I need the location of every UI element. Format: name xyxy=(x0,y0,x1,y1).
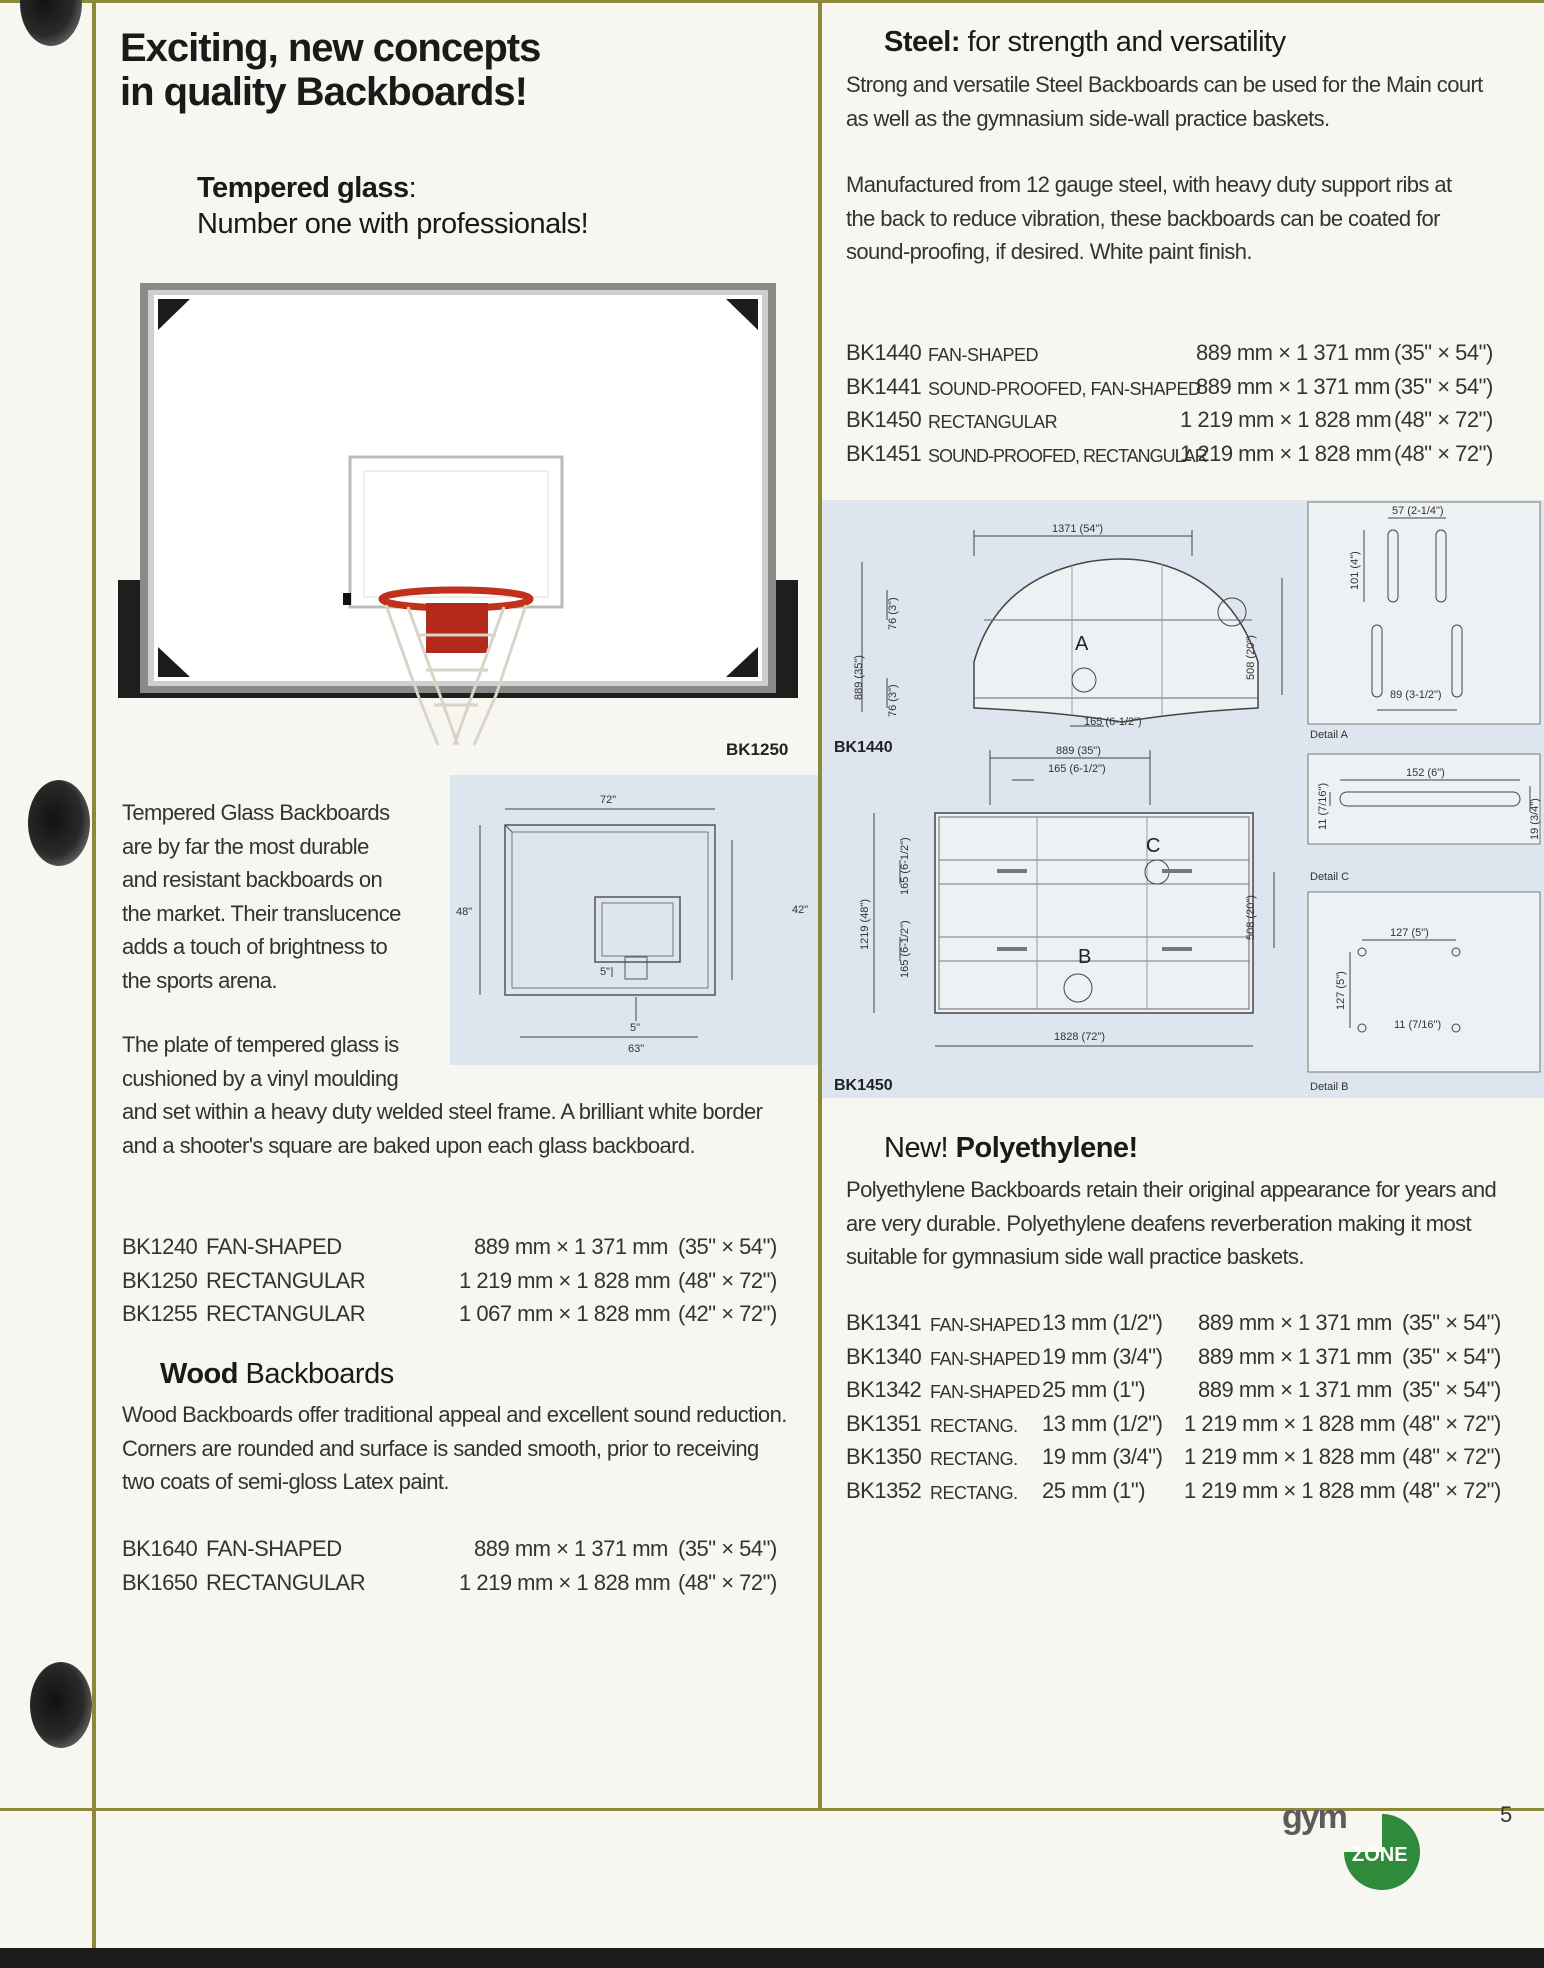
table-row: BK1441 SOUND-PROOFED, FAN-SHAPED 889 mm × 1 371 mm (35" × 54") xyxy=(846,373,1493,399)
svg-text:1219 (48"): 1219 (48") xyxy=(859,899,871,950)
svg-text:127 (5"): 127 (5") xyxy=(1335,971,1347,1010)
svg-text:889 (35"): 889 (35") xyxy=(1056,745,1101,757)
svg-text:165 (6-1/2"): 165 (6-1/2") xyxy=(899,837,911,895)
svg-text:165 (6-1/2"): 165 (6-1/2") xyxy=(1084,716,1142,728)
svg-text:11 (7/16"): 11 (7/16") xyxy=(1394,1019,1442,1031)
binder-hole-bottom xyxy=(30,1662,92,1748)
svg-text:89 (3-1/2"): 89 (3-1/2") xyxy=(1390,689,1442,701)
svg-text:165 (6-1/2"): 165 (6-1/2") xyxy=(899,920,911,978)
svg-text:B: B xyxy=(1078,946,1092,968)
svg-text:72": 72" xyxy=(600,794,617,806)
page-number: 5 xyxy=(1500,1802,1513,1827)
page-title: Exciting, new concepts in quality Backboards! xyxy=(120,26,541,114)
steel-paragraph-2: Manufactured from 12 gauge steel, with heavy duty support ribs at the back to reduce vibration, these backboards can be coated for sound-proofing, if desired. White paint finish. xyxy=(846,172,1452,264)
top-edge xyxy=(0,0,1544,3)
table-row: BK1250 RECTANGULAR 1 219 mm × 1 828 mm (48" × 72") xyxy=(122,1267,777,1293)
binder-hole-middle xyxy=(28,780,90,866)
table-row: BK1341 FAN-SHAPED 13 mm (1/2") 889 mm × 1 371 mm (35" × 54") xyxy=(846,1310,1501,1335)
table-row: BK1340 FAN-SHAPED 19 mm (3/4") 889 mm × 1 371 mm (35" × 54") xyxy=(846,1343,1501,1369)
table-row: BK1450 RECTANGULAR 1 219 mm × 1 828 mm (48" × 72") xyxy=(846,407,1493,432)
table-row: BK1650 RECTANGULAR 1 219 mm × 1 828 mm (48" × 72") xyxy=(122,1569,777,1595)
steel-spec-table xyxy=(846,336,1526,470)
steel-dimension-diagram xyxy=(822,500,1544,1098)
logo-zone-text: ZONE xyxy=(1352,1844,1408,1866)
polyethylene-paragraph: Polyethylene Backboards retain their original appearance for years and are very durable. Polyethylene deafens reverberation making it most suitable for gymnasium side wall practice baskets. xyxy=(846,1177,1497,1269)
svg-text:48": 48" xyxy=(456,906,473,918)
glass-paragraph-2: The plate of tempered glass is cushioned by a vinyl moulding and set within a heavy duty welded steel frame. A brilliant white border and a shooter's square are baked upon each glass backboard. xyxy=(122,1032,763,1158)
svg-text:BK1440: BK1440 xyxy=(834,739,893,756)
steel-paragraph-1: Strong and versatile Steel Backboards can be used for the Main court as well as the gymnasium side-wall practice baskets. xyxy=(846,72,1483,131)
svg-text:11 (7/16"): 11 (7/16") xyxy=(1317,782,1329,830)
svg-text:508 (20"): 508 (20") xyxy=(1245,635,1257,680)
svg-text:C: C xyxy=(1146,835,1161,857)
svg-text:63": 63" xyxy=(628,1043,645,1055)
svg-text:76 (3"): 76 (3") xyxy=(887,684,899,717)
svg-text:19 (3/4"): 19 (3/4") xyxy=(1529,798,1541,840)
table-row: BK1240 FAN-SHAPED 889 mm × 1 371 mm (35" × 54") xyxy=(122,1234,777,1259)
table-row: BK1640 FAN-SHAPED 889 mm × 1 371 mm (35" × 54") xyxy=(122,1536,777,1561)
wood-paragraph: Wood Backboards offer traditional appeal and excellent sound reduction. Corners are rounded and surface is sanded smooth, prior to receiving two coats of semi-gloss Latex paint. xyxy=(122,1402,787,1494)
glass-spec-table xyxy=(122,1230,792,1331)
table-row: BK1255 RECTANGULAR 1 067 mm × 1 828 mm (42" × 72") xyxy=(122,1301,777,1326)
logo-gym-text: gym xyxy=(1282,1798,1346,1836)
svg-text:152 (6"): 152 (6") xyxy=(1406,767,1445,779)
svg-text:76 (3"): 76 (3") xyxy=(887,597,899,630)
left-margin-rule xyxy=(92,0,96,1968)
table-row: BK1342 FAN-SHAPED 25 mm (1") 889 mm × 1 371 mm (35" × 54") xyxy=(846,1377,1501,1402)
svg-text:BK1450: BK1450 xyxy=(834,1077,893,1094)
svg-text:Detail B: Detail B xyxy=(1310,1081,1349,1093)
binder-hole-top xyxy=(20,0,82,46)
svg-text:127 (5"): 127 (5") xyxy=(1390,927,1429,939)
wood-spec-table xyxy=(122,1532,792,1599)
bottom-edge xyxy=(0,1948,1544,1968)
glass-dimension-diagram xyxy=(450,775,818,1065)
svg-text:5": 5" xyxy=(630,1022,641,1034)
svg-text:A: A xyxy=(1075,633,1089,655)
table-row: BK1451 SOUND-PROOFED, RECTANGULAR 1 219 mm × 1 828 mm (48" × 72") xyxy=(846,440,1493,466)
svg-text:1828 (72"): 1828 (72") xyxy=(1054,1031,1105,1043)
table-row: BK1350 RECTANG. 19 mm (3/4") 1 219 mm × 1 828 mm (48" × 72") xyxy=(846,1444,1501,1469)
svg-text:57 (2-1/4"): 57 (2-1/4") xyxy=(1392,505,1444,517)
photo-caption-bk1250: BK1250 xyxy=(726,740,789,759)
polyethylene-heading: New! Polyethylene! xyxy=(884,1132,1138,1164)
wood-heading: Wood Backboards xyxy=(160,1358,394,1390)
svg-text:101 (4"): 101 (4") xyxy=(1349,551,1361,590)
svg-text:1371 (54"): 1371 (54") xyxy=(1052,523,1103,535)
svg-text:Detail C: Detail C xyxy=(1310,871,1350,883)
glass-backboard-photo xyxy=(118,275,798,765)
svg-text:889 (35"): 889 (35") xyxy=(853,655,865,700)
tempered-glass-heading: Tempered glass: Number one with professionals! xyxy=(197,172,589,240)
svg-text:165 (6-1/2"): 165 (6-1/2") xyxy=(1048,763,1106,775)
table-row: BK1351 RECTANG. 13 mm (1/2") 1 219 mm × 1 828 mm (48" × 72") xyxy=(846,1410,1501,1436)
svg-text:5": 5" xyxy=(600,966,611,978)
svg-text:508 (20"): 508 (20") xyxy=(1245,895,1257,940)
svg-text:Detail A: Detail A xyxy=(1310,729,1348,741)
gym-zone-logo xyxy=(1282,1796,1432,1896)
steel-heading: Steel: for strength and versatility xyxy=(884,26,1286,58)
glass-paragraph-1: Tempered Glass Backboards are by far the most durable and resistant backboards on the market. Their translucence adds a touch of brightness to the sports arena. xyxy=(122,800,401,993)
polyethylene-spec-table xyxy=(846,1306,1536,1507)
table-row: BK1352 RECTANG. 25 mm (1") 1 219 mm × 1 828 mm (48" × 72") xyxy=(846,1477,1501,1503)
svg-text:42": 42" xyxy=(792,904,809,916)
table-row: BK1440 FAN-SHAPED 889 mm × 1 371 mm (35" × 54") xyxy=(846,340,1493,365)
